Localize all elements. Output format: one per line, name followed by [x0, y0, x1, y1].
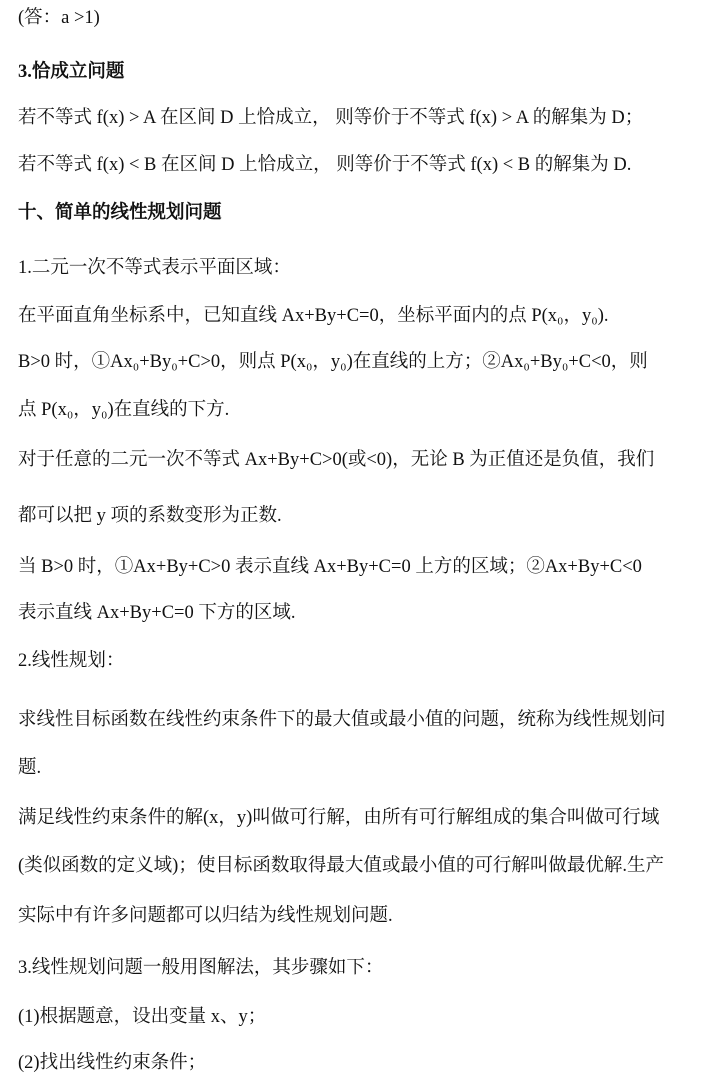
subsection-heading: 2.线性规划：	[18, 651, 125, 671]
paragraph-line: 在平面直角坐标系中，已知直线 Ax+By+C=0，坐标平面内的点 P(x₀，y₀).	[18, 306, 609, 326]
section-heading: 3.恰成立问题	[18, 62, 125, 82]
step-item: (2)找出线性约束条件；	[18, 1053, 207, 1073]
paragraph-line: 若不等式 f(x) > A 在区间 D 上恰成立， 则等价于不等式 f(x) > A 的解集为 D；	[18, 108, 644, 128]
paragraph-line: 表示直线 Ax+By+C=0 下方的区域.	[18, 603, 296, 623]
paragraph-line: 题.	[18, 758, 42, 778]
chapter-heading: 十、简单的线性规划问题	[18, 203, 222, 223]
subsection-heading: 3.线性规划问题一般用图解法，其步骤如下：	[18, 958, 384, 978]
step-item: (1)根据题意，设出变量 x、y；	[18, 1007, 267, 1027]
paragraph-line: 实际中有许多问题都可以归结为线性规划问题.	[18, 906, 393, 926]
paragraph-line: 对于任意的二元一次不等式 Ax+By+C>0(或<0)，无论 B 为正值还是负值，我们	[18, 450, 655, 470]
paragraph-line: (类似函数的定义域)；使目标函数取得最大值或最小值的可行解叫做最优解.生产	[18, 856, 664, 876]
answer-line: (答：a >1)	[18, 8, 100, 28]
subsection-heading: 1.二元一次不等式表示平面区域：	[18, 258, 291, 278]
paragraph-line: 求线性目标函数在线性约束条件下的最大值或最小值的问题，统称为线性规划问	[18, 710, 666, 730]
paragraph-line: B>0 时，①Ax₀+By₀+C>0，则点 P(x₀，y₀)在直线的上方；②Ax₀+By₀+C<0，则	[18, 352, 648, 372]
paragraph-line: 当 B>0 时，①Ax+By+C>0 表示直线 Ax+By+C=0 上方的区域；②Ax+By+C<0	[18, 557, 642, 577]
paragraph-line: 点 P(x₀，y₀)在直线的下方.	[18, 400, 230, 420]
paragraph-line: 都可以把 y 项的系数变形为正数.	[18, 506, 282, 526]
paragraph-line: 满足线性约束条件的解(x，y)叫做可行解，由所有可行解组成的集合叫做可行域	[18, 808, 660, 828]
paragraph-line: 若不等式 f(x) < B 在区间 D 上恰成立， 则等价于不等式 f(x) < B 的解集为 D.	[18, 155, 632, 175]
